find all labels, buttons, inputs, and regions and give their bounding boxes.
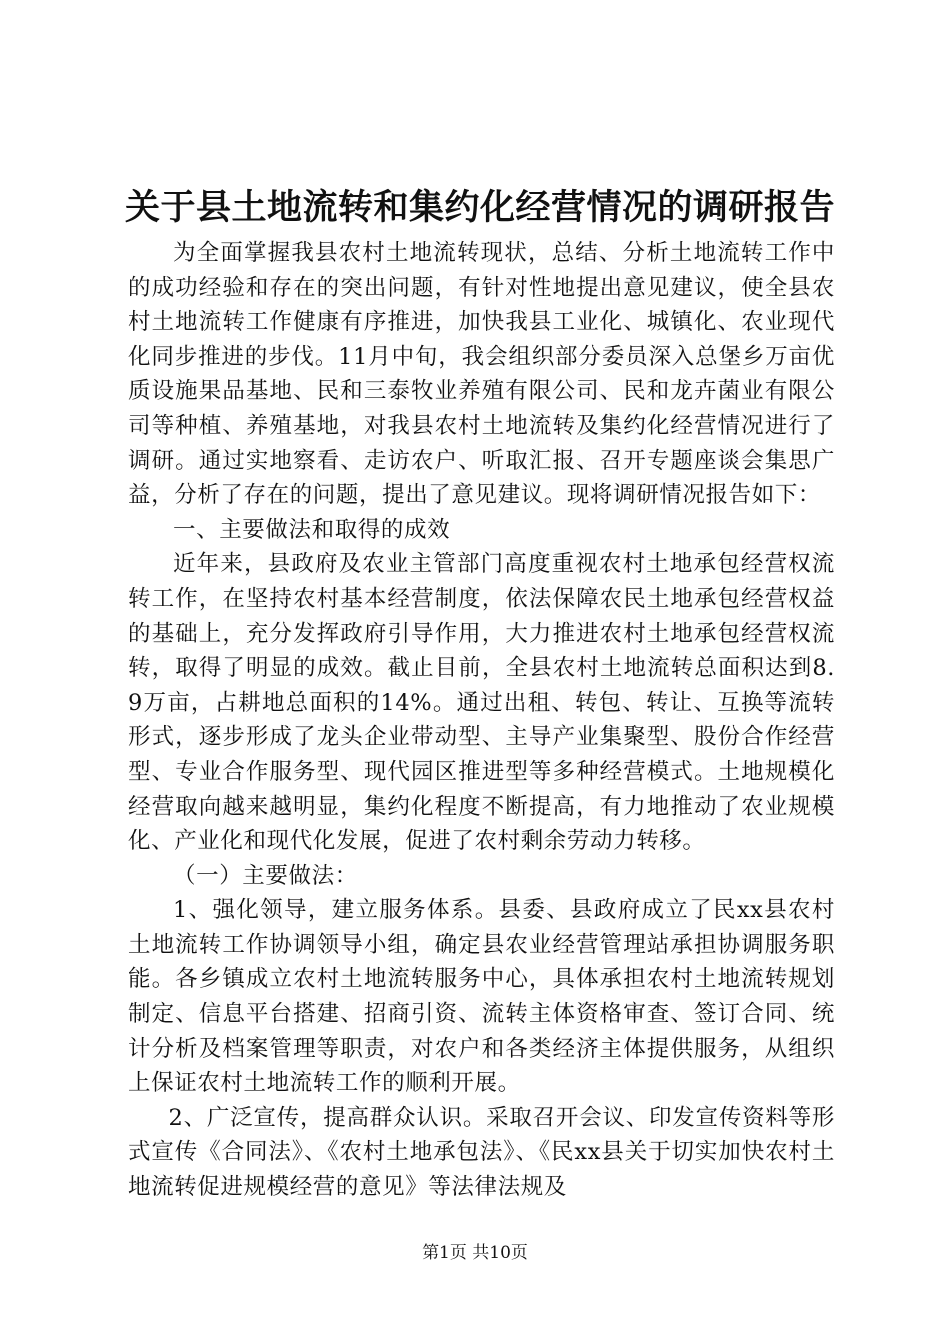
subsection-heading-1: （一）主要做法：	[173, 862, 358, 889]
intro-paragraph: 为全面掌握我县农村土地流转现状，总结、分析土地流转工作中的成功经验和存在的突出问题，有针对性地提出意见建议，使全县农村土地流转工作健康有序推进，加快我县工业化、城镇化、农业现代化同步推进的步伐。11月中旬，我会组织部分委员深入总堡乡万亩优质设施果品基地、民和三泰牧业养殖有限公司、民和龙卉菌业有限公司等种植、养殖基地，对我县农村土地流转及集约化经营情况进行了调研。通过实地察看、走访农户、听取汇报、召开专题座谈会集思广益，分析了存在的问题，提出了意见建议。现将调研情况报告如下：	[128, 240, 835, 509]
section-heading-1: 一、主要做法和取得的成效	[173, 516, 451, 543]
page-footer: 第1页 共10页	[422, 1243, 528, 1263]
document-title: 关于县土地流转和集约化经营情况的调研报告	[124, 187, 835, 228]
document-body	[128, 236, 835, 1205]
item-paragraph-2: 2、广泛宣传，提高群众认识。采取召开会议、印发宣传资料等形式宣传《合同法》、《农村土地承包法》、《民xx县关于切实加快农村土地流转促进规模经营的意见》等法律法规及	[128, 1104, 835, 1201]
achievements-paragraph: 近年来，县政府及农业主管部门高度重视农村土地承包经营权流转工作，在坚持农村基本经营制度，依法保障农民土地承包经营权益的基础上，充分发挥政府引导作用，大力推进农村土地承包经营权流转，取得了明显的成效。截止目前，全县农村土地流转总面积达到8.9万亩，占耕地总面积的14%。通过出租、转包、转让、互换等流转形式，逐步形成了龙头企业带动型、主导产业集聚型、股份合作经营型、专业合作服务型、现代园区推进型等多种经营模式。土地规模化经营取向越来越明显，集约化程度不断提高，有力地推动了农业规模化、产业化和现代化发展，促进了农村剩余劳动力转移。	[128, 551, 835, 855]
item-paragraph-1: 1、强化领导，建立服务体系。县委、县政府成立了民xx县农村土地流转工作协调领导小组，确定县农业经营管理站承担协调服务职能。各乡镇成立农村土地流转服务中心，具体承担农村土地流转规划制定、信息平台搭建、招商引资、流转主体资格审查、签订合同、统计分析及档案管理等职责，对农户和各类经济主体提供服务，从组织上保证农村土地流转工作的顺利开展。	[128, 897, 835, 1097]
